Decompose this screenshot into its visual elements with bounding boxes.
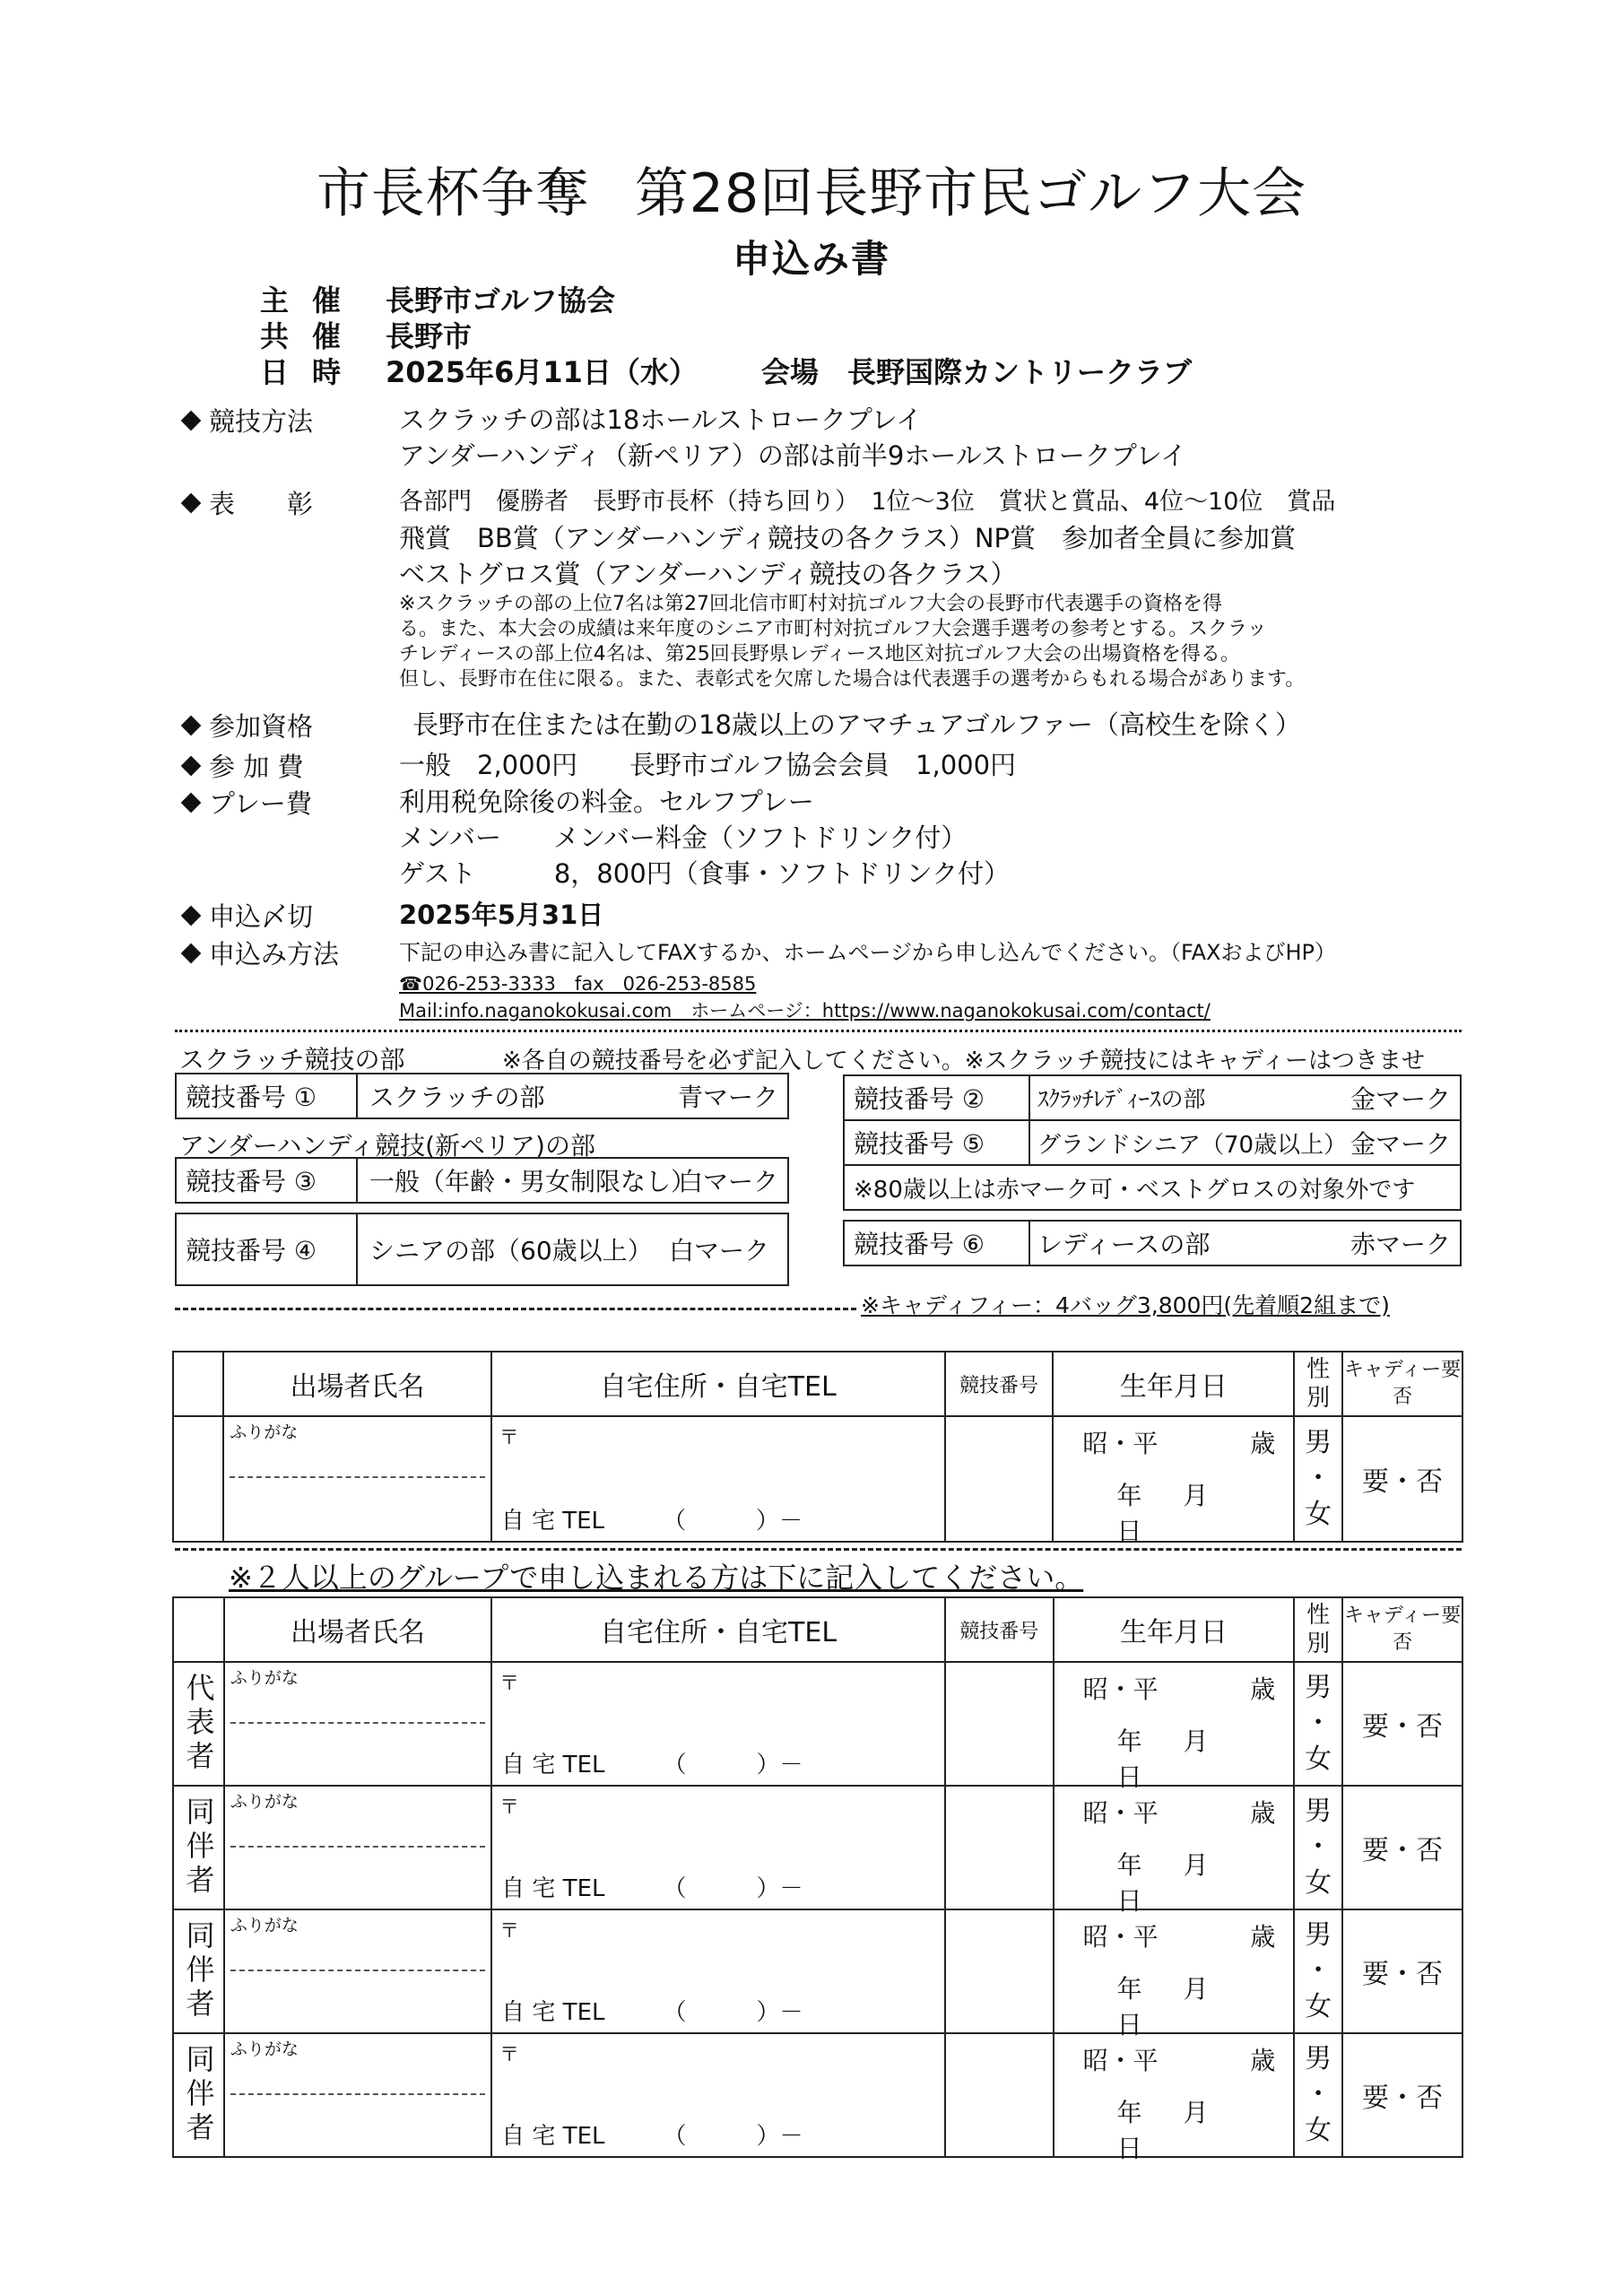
category-2 — [843, 1074, 1462, 1121]
text-form-ymd-1: 月 — [1183, 1974, 1209, 2004]
form-cell — [173, 1416, 223, 1542]
form-cell: 代表者 — [173, 1662, 224, 1786]
text-header-2-value: 2025年6月11日（水） — [386, 355, 698, 389]
text-form-sex_val-2: 女 — [1305, 1499, 1332, 1530]
text-sections-eligibility-label: 参加資格 — [209, 711, 314, 742]
text-form-era: 昭・平 — [1082, 1798, 1159, 1828]
text-form-ymd-2: 日 — [1116, 1886, 1142, 1916]
text-categories-items-5-mark: 赤マーク — [1350, 1230, 1451, 1259]
text-categories-items-0-no: 競技番号 ① — [186, 1083, 317, 1112]
text-sections-apply-mail: Mail:info.naganokokusai.com ホームページ：https://www.naganokokusai.com/contact/ — [399, 1000, 1211, 1022]
text-form-sex_val-2: 女 — [1305, 1867, 1332, 1899]
text-form-postal: 〒 — [499, 1427, 519, 1449]
organizer-row — [260, 278, 616, 317]
text-form-sex_val-1: ・ — [1305, 1955, 1332, 1987]
text-sections-play_fee-label: プレー費 — [209, 788, 312, 819]
form-cell — [1294, 2033, 1342, 2157]
category-3 — [175, 1157, 789, 1204]
text-categories-items-2-no: 競技番号 ⑤ — [854, 1129, 985, 1159]
text-form-postal: 〒 — [499, 1673, 520, 1695]
text-form-sex_val-0: 男 — [1305, 1796, 1332, 1827]
text-categories-items-3-name: 一般（年齢・男女制限なし） — [369, 1167, 697, 1196]
form-cell — [173, 1597, 224, 1662]
text-form-postal: 〒 — [499, 1796, 520, 1819]
text-form-ymd-1: 月 — [1183, 1850, 1209, 1880]
scratch-note: ※各自の競技番号を必ず記入してください。※スクラッチ競技にはキャディーはつきませ — [502, 1048, 1425, 1074]
form-cell: 要・否 — [1342, 1786, 1462, 1909]
form-cell — [1054, 2033, 1295, 2163]
text-form-tel: 自 宅 TEL （ ）－ — [501, 1752, 803, 1779]
text-categories-items-3-no: 競技番号 ③ — [186, 1167, 317, 1196]
text-form-sex_val-2: 女 — [1305, 1744, 1332, 1775]
form-cell: キャディー要否 — [1342, 1597, 1462, 1662]
form-cell: 要・否 — [1342, 2033, 1462, 2157]
text-header-2-label: 日時 — [260, 355, 365, 389]
text-form-era: 昭・平 — [1082, 1674, 1159, 1704]
text-form-age: 歳 — [1250, 1922, 1276, 1952]
text-form-era: 昭・平 — [1082, 1922, 1159, 1952]
group-note: ※２人以上のグループで申し込まれる方は下に記入してください。 — [229, 1561, 1084, 1595]
text-sections-apply-tel: ☎026-253-3333 fax 026-253-8585 — [399, 973, 757, 995]
text-categories-items-0-mark: 青マーク — [677, 1083, 778, 1112]
text-header-1-label: 共催 — [260, 319, 365, 353]
text-form-ymd-0: 年 — [1116, 2098, 1142, 2127]
date-row — [260, 350, 1193, 389]
form-cell — [945, 2033, 1054, 2157]
form-cell — [224, 1909, 491, 2033]
text-sections-fee-lines-0: 一般 2,000円 長野市ゴルフ協会会員 1,000円 — [399, 750, 1017, 780]
text-categories-items-2-name: グランドシニア（70歳以上） — [1037, 1131, 1348, 1159]
text-form-sex_val-1: ・ — [1305, 1708, 1332, 1739]
form-cell — [1054, 1786, 1295, 1916]
text-form-ymd-0: 年 — [1116, 1481, 1142, 1510]
text-form-ymd-0: 年 — [1116, 1974, 1142, 2004]
form-cell — [224, 2033, 491, 2157]
form-cell — [1294, 1416, 1342, 1542]
text-form-tel: 自 宅 TEL （ ）－ — [501, 1875, 803, 1902]
text-sections-fee-label: 参 加 費 — [209, 752, 304, 782]
text-sections-eligibility-lines-0: 長野市在住または在勤の18歳以上のアマチュアゴルファー（高校生を除く） — [412, 709, 1302, 740]
divider — [175, 1030, 1462, 1032]
form-cell: 要・否 — [1342, 1909, 1462, 2033]
text-form-furigana: ふりがな — [230, 1422, 299, 1442]
text-sections-award-lines-2: ベストグロス賞（アンダーハンディ競技の各クラス） — [399, 559, 1017, 589]
text-sections-award-lines-0: 各部門 優勝者 長野市長杯（持ち回り） 1位～3位 賞状と賞品、4位～10位 賞品 — [399, 488, 1336, 516]
text-sections-method-lines-0: スクラッチの部は18ホールストロークプレイ — [399, 404, 923, 435]
text-sections-play_fee-lines-0: 利用税免除後の料金。セルフプレー — [399, 787, 814, 817]
text-categories-items-4-name: シニアの部（60歳以上） — [369, 1236, 653, 1265]
text-form-furigana: ふりがな — [230, 1668, 299, 1688]
form-cell: 要・否 — [1342, 1416, 1462, 1542]
entry-table-group — [172, 1596, 1463, 2163]
category-1 — [175, 1073, 789, 1119]
form-cell: 性別 — [1294, 1352, 1342, 1416]
form-cell: 出場者氏名 — [224, 1597, 491, 1662]
category-5 — [843, 1119, 1462, 1166]
divider — [175, 1308, 856, 1310]
form-cell — [491, 1786, 945, 1909]
form-cell: 同伴者 — [173, 1786, 224, 1909]
text-categories-items-4-mark: 白マーク — [668, 1236, 769, 1265]
form-cell — [223, 1416, 490, 1542]
text-sections-apply-lines-0: 下記の申込み書に記入してFAXするか、ホームページから申し込んでください。（FAXおよびHP） — [399, 940, 1336, 965]
text-categories-items-2-mark: 金マーク — [1350, 1129, 1451, 1159]
text-form-postal: 〒 — [499, 2044, 520, 2066]
text-sections-award-notes-0: ※スクラッチの部の上位7名は第27回北信市町村対抗ゴルフ大会の長野市代表選手の資格を得 — [399, 593, 1222, 615]
form-cell — [945, 1662, 1054, 1786]
form-cell — [945, 1786, 1054, 1909]
text-form-sex_val-0: 男 — [1305, 1427, 1332, 1458]
form-cell: キャディー要否 — [1342, 1352, 1462, 1416]
text-form-era: 昭・平 — [1082, 2046, 1159, 2075]
form-cell — [1294, 1662, 1342, 1786]
form-cell — [945, 1909, 1054, 2033]
category-note-80 — [843, 1164, 1462, 1211]
text-form-postal: 〒 — [499, 1920, 520, 1943]
form-cell — [1294, 1786, 1342, 1909]
form-cell — [173, 1352, 223, 1416]
text-sections-method-label: 競技方法 — [209, 406, 314, 437]
text-form-age: 歳 — [1250, 1674, 1276, 1704]
text-sections-method-lines-1: アンダーハンディ（新ペリア）の部は前半9ホールストロークプレイ — [399, 440, 1187, 471]
text-categories-items-1-mark: 金マーク — [1350, 1084, 1451, 1114]
text-form-ymd-1: 月 — [1183, 1481, 1209, 1510]
text-sections-play_fee-lines-1: メンバー メンバー料金（ソフトドリンク付） — [399, 822, 968, 853]
under-heading: アンダーハンディ競技(新ペリア)の部 — [179, 1131, 595, 1161]
text-form-ymd-1: 月 — [1183, 1726, 1209, 1756]
text-header-0-label: 主催 — [260, 283, 365, 317]
text-form-age: 歳 — [1250, 1798, 1276, 1828]
text-form-sex_val-0: 男 — [1305, 2043, 1332, 2074]
text-form-sex_val-1: ・ — [1305, 1831, 1332, 1863]
form-cell — [491, 1416, 945, 1542]
page-subtitle: 申込み書 — [732, 237, 890, 281]
text-sections-deadline-lines-0: 2025年5月31日 — [399, 900, 604, 930]
form-cell — [945, 1416, 1054, 1542]
form-cell: 競技番号 — [945, 1597, 1054, 1662]
text-form-age: 歳 — [1250, 2046, 1276, 2075]
category-6 — [843, 1220, 1462, 1266]
text-form-sex_val-2: 女 — [1305, 1991, 1332, 2022]
text-form-tel: 自 宅 TEL （ ）－ — [501, 1999, 803, 2026]
form-cell: 生年月日 — [1054, 1597, 1295, 1662]
form-cell — [1054, 1909, 1295, 2039]
text-categories-items-1-name: ｽｸﾗｯﾁﾚﾃﾞｨｰｽの部 — [1037, 1086, 1206, 1112]
text-form-ymd-2: 日 — [1116, 1762, 1142, 1792]
form-cell — [491, 1662, 945, 1786]
category-4 — [175, 1213, 789, 1286]
form-cell: 自宅住所・自宅TEL — [491, 1597, 945, 1662]
text-categories-items-3-mark: 白マーク — [677, 1167, 778, 1196]
text-form-furigana: ふりがな — [230, 1916, 299, 1935]
text-form-tel: 自 宅 TEL （ ）－ — [501, 2123, 803, 2150]
form-cell: 競技番号 — [945, 1352, 1054, 1416]
text-sections-play_fee-lines-2: ゲスト 8，800円（食事・ソフトドリンク付） — [399, 858, 1011, 889]
form-cell: 出場者氏名 — [223, 1352, 490, 1416]
form-cell: 生年月日 — [1053, 1352, 1294, 1416]
text-categories-note80: ※80歳以上は赤マーク可・ベストグロスの対象外です — [854, 1176, 1416, 1204]
text-form-age: 歳 — [1250, 1429, 1276, 1458]
form-cell: 同伴者 — [173, 2033, 224, 2157]
form-cell — [1053, 1416, 1294, 1546]
form-cell — [491, 1909, 945, 2033]
form-cell — [1054, 1662, 1295, 1792]
text-form-ymd-2: 日 — [1116, 1517, 1142, 1546]
text-form-sex_val-0: 男 — [1305, 1672, 1332, 1703]
form-cell: 要・否 — [1342, 1662, 1462, 1786]
text-categories-items-4-no: 競技番号 ④ — [186, 1236, 317, 1265]
text-form-sex_val-2: 女 — [1305, 2115, 1332, 2146]
text-form-sex_val-1: ・ — [1305, 2079, 1332, 2110]
divider — [175, 1548, 1462, 1551]
text-form-sex_val-0: 男 — [1305, 1919, 1332, 1951]
text-form-ymd-2: 日 — [1116, 2010, 1142, 2039]
text-form-ymd-0: 年 — [1116, 1726, 1142, 1756]
text-form-tel: 自 宅 TEL （ ）－ — [500, 1508, 803, 1535]
text-form-furigana: ふりがな — [230, 2039, 299, 2059]
text-sections-award-notes-3: 但し、長野市在住に限る。また、表彰式を欠席した場合は代表選手の選考からもれる場合があります。 — [399, 668, 1306, 691]
text-sections-award-notes-2: チレディースの部上位4名は、第25回長野県レディース地区対抗ゴルフ大会の出場資格を得る。 — [399, 643, 1240, 665]
form-cell: 同伴者 — [173, 1909, 224, 2033]
text-header-0-value: 長野市ゴルフ協会 — [386, 283, 616, 317]
co-organizer-row — [260, 314, 473, 353]
caddie-fee-note: ※キャディフィー：4バッグ3,800円(先着順2組まで) — [861, 1292, 1390, 1318]
text-title-part2: 第28回長野市民ゴルフ大会 — [634, 162, 1307, 225]
text-sections-award-label: 表 彰 — [209, 489, 314, 519]
entry-table-single — [172, 1351, 1463, 1546]
form-cell: 自宅住所・自宅TEL — [491, 1352, 945, 1416]
text-form-sex_val-1: ・ — [1305, 1463, 1332, 1494]
text-categories-items-5-no: 競技番号 ⑥ — [854, 1230, 985, 1259]
form-cell — [224, 1786, 491, 1909]
text-categories-items-0-name: スクラッチの部 — [369, 1083, 545, 1112]
text-categories-items-5-name: レディースの部 — [1037, 1230, 1211, 1259]
text-form-era: 昭・平 — [1082, 1429, 1159, 1458]
form-cell — [491, 2033, 945, 2157]
text-form-ymd-2: 日 — [1116, 2134, 1142, 2163]
form-cell — [224, 1662, 491, 1786]
text-sections-apply-label: 申込み方法 — [209, 939, 340, 970]
text-form-furigana: ふりがな — [230, 1792, 299, 1812]
page-title — [0, 151, 1623, 228]
scratch-heading: スクラッチ競技の部 — [179, 1045, 405, 1074]
text-sections-award-lines-1: 飛賞 BB賞（アンダーハンディ競技の各クラス）NP賞 参加者全員に参加賞 — [399, 523, 1297, 553]
form-cell — [1294, 1909, 1342, 2033]
text-header-1-value: 長野市 — [386, 319, 473, 353]
text-form-ymd-0: 年 — [1116, 1850, 1142, 1880]
text-form-ymd-1: 月 — [1183, 2098, 1209, 2127]
text-title-part1: 市長杯争奪 — [316, 162, 590, 225]
text-header-2-extra: 会場 長野国際カントリークラブ — [761, 355, 1193, 389]
form-cell: 性別 — [1294, 1597, 1342, 1662]
text-sections-award-notes-1: る。また、本大会の成績は来年度のシニア市町村対抗ゴルフ大会選手選考の参考とする。スクラッ — [399, 618, 1267, 640]
text-sections-deadline-label: 申込〆切 — [209, 901, 314, 932]
text-categories-items-1-no: 競技番号 ② — [854, 1084, 985, 1114]
